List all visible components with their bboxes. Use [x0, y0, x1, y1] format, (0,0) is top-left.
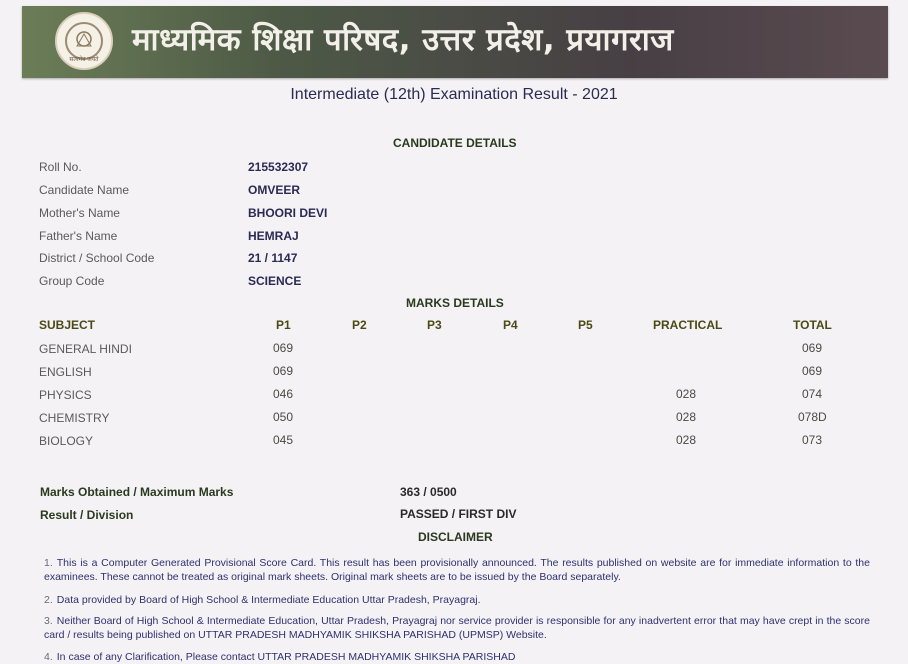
marks-obtained-value: 363 / 0500	[400, 485, 457, 499]
col-practical: PRACTICAL	[653, 318, 723, 332]
col-p2: P2	[352, 318, 367, 332]
table-row-total: 069	[802, 364, 823, 378]
table-row-p1: 046	[273, 387, 294, 401]
district-school-code-label: District / School Code	[39, 251, 155, 265]
marks-obtained-label: Marks Obtained / Maximum Marks	[40, 485, 234, 499]
result-division-label: Result / Division	[40, 508, 134, 522]
disclaimer-item-text: Neither Board of High School & Intermediate Education, Uttar Pradesh, Prayagraj nor service provider is responsible for any inadvertent error that may have crept in the score card / results being published on UTTAR PRADESH MADHYAMIK SHIKSHA PARISHAD (UPMSP) Website.	[44, 615, 870, 641]
mother-name-label: Mother's Name	[39, 206, 120, 220]
board-seal-icon	[55, 12, 113, 70]
table-row-p1: 069	[273, 364, 294, 378]
group-code-label: Group Code	[39, 274, 105, 288]
father-name-value: HEMRAJ	[248, 229, 299, 243]
table-row-total: 073	[802, 433, 823, 447]
disclaimer-item-text: This is a Computer Generated Provisional Score Card. This result has been provisionally announced. The results published on website are for immediate information to the examinees. These cannot be treated as original mark sheets. Original mark sheets are to be issued by the Board separately.	[44, 557, 870, 583]
roll-no-label: Roll No.	[39, 160, 82, 174]
disclaimer-item	[44, 556, 870, 584]
table-row-practical: 028	[676, 410, 697, 424]
candidate-details-heading: CANDIDATE DETAILS	[393, 136, 517, 150]
disclaimer-item-text: Data provided by Board of High School & Intermediate Education Uttar Pradesh, Prayagraj.	[56, 594, 481, 606]
disclaimer-item	[44, 650, 870, 664]
board-name: माध्यमिक शिक्षा परिषद, उत्तर प्रदेश, प्रयागराज	[132, 22, 674, 58]
col-p3: P3	[427, 318, 442, 332]
table-row-subject: PHYSICS	[39, 388, 92, 402]
candidate-name-label: Candidate Name	[39, 183, 130, 197]
result-title: Intermediate (12th) Examination Result - 2021	[290, 86, 618, 103]
disclaimer-item-number: 2.	[44, 594, 53, 606]
disclaimer-heading: DISCLAIMER	[418, 530, 493, 544]
disclaimer-item-text: In case of any Clarification, Please contact UTTAR PRADESH MADHYAMIK SHIKSHA PARISHAD	[56, 651, 516, 663]
disclaimer-item	[44, 614, 870, 642]
col-p4: P4	[503, 318, 518, 332]
father-name-label: Father's Name	[39, 229, 118, 243]
col-subject: SUBJECT	[39, 318, 96, 332]
table-row-practical: 028	[676, 433, 697, 447]
table-row-p1: 069	[273, 341, 294, 355]
district-school-code-value: 21 / 1147	[248, 251, 298, 265]
table-row-total: 069	[802, 341, 823, 355]
table-row-subject: ENGLISH	[39, 365, 92, 379]
table-row-practical: 028	[676, 387, 697, 401]
table-row-total: 078D	[798, 410, 827, 424]
roll-no-value: 215532307	[248, 160, 309, 174]
disclaimer-item-number: 3.	[44, 615, 53, 627]
col-p5: P5	[578, 318, 593, 332]
table-row-subject: CHEMISTRY	[39, 411, 110, 425]
table-row-p1: 045	[273, 433, 294, 447]
result-division-value: PASSED / FIRST DIV	[400, 507, 517, 521]
table-row-subject: GENERAL HINDI	[39, 342, 132, 356]
group-code-value: SCIENCE	[248, 274, 302, 288]
disclaimer-item-number: 4.	[44, 651, 53, 663]
table-row-subject: BIOLOGY	[39, 434, 94, 448]
col-p1: P1	[276, 318, 291, 332]
table-row-total: 074	[802, 387, 823, 401]
header-banner	[22, 6, 888, 78]
col-total: TOTAL	[793, 318, 832, 332]
table-row-p1: 050	[273, 410, 294, 424]
mother-name-value: BHOORI DEVI	[248, 206, 328, 220]
seal-text: सत्यमेव जयते	[69, 57, 99, 63]
marks-details-heading: MARKS DETAILS	[406, 296, 504, 310]
candidate-name-value: OMVEER	[248, 183, 301, 197]
disclaimer-item-number: 1.	[44, 557, 53, 569]
disclaimer-item	[44, 593, 870, 607]
